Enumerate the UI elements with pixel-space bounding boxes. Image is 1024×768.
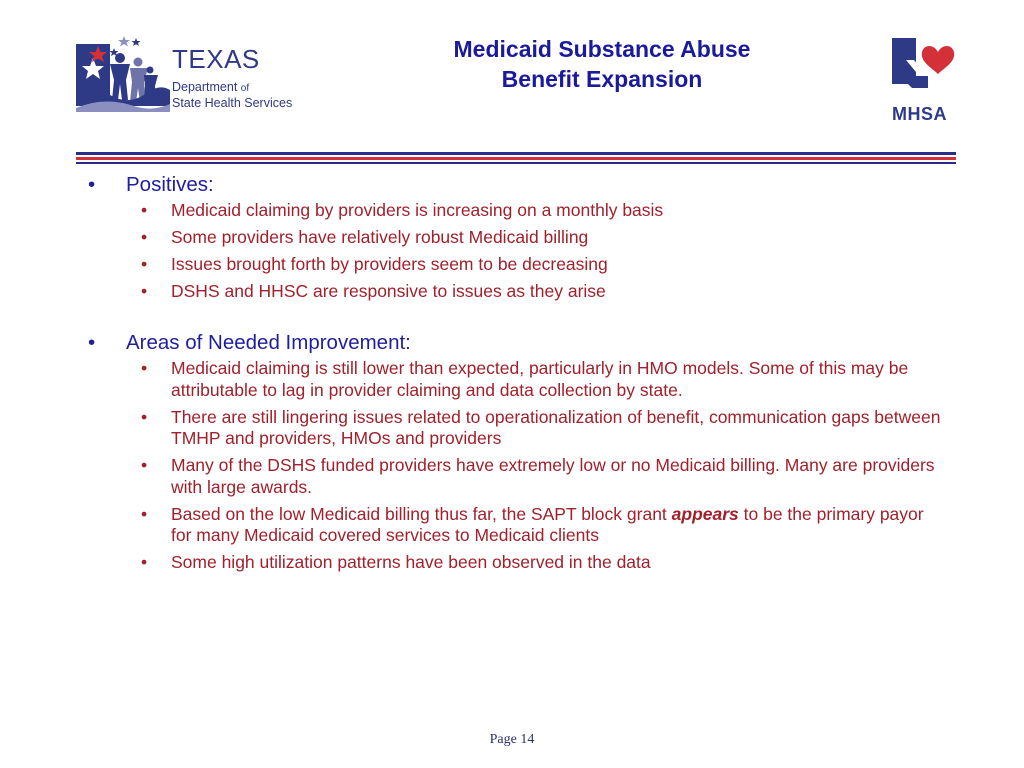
divider-line-blue-bottom	[76, 162, 956, 164]
list-item	[141, 406, 946, 450]
list-item	[141, 552, 946, 574]
bullet-icon: •	[88, 173, 96, 196]
list-item-text: Some providers have relatively robust Medicaid billing	[171, 227, 589, 247]
section-spacer	[0, 308, 1024, 330]
texas-dshs-figures-stars-icon	[74, 34, 172, 122]
positives-list	[0, 200, 1024, 303]
list-item-text: Some high utilization patterns have been observed in the data	[171, 552, 651, 572]
logo-texas-state-health: State Health Services	[172, 96, 293, 110]
slide-title	[360, 34, 844, 94]
bullet-icon: •	[141, 200, 148, 220]
mhsa-logo	[880, 36, 960, 128]
bullet-icon: •	[141, 358, 148, 378]
list-item-text: Many of the DSHS funded providers have extremely low or no Medicaid billing. Many are providers with large awards.	[171, 455, 935, 497]
slide-title-line2: Benefit Expansion	[501, 66, 703, 92]
mhsa-logo-text: MHSA	[892, 104, 947, 124]
section-heading-text: Areas of Needed Improvement:	[126, 331, 411, 354]
slide-title-line1: Medicaid Substance Abuse	[453, 36, 751, 62]
section-heading-improvement	[88, 330, 1024, 356]
divider-line-red	[76, 157, 956, 160]
list-item-text: Medicaid claiming by providers is increasing on a monthly basis	[171, 200, 664, 220]
divider-line-blue-top	[76, 152, 956, 155]
emphasis-appears: appears	[671, 503, 739, 524]
section-heading-positives	[88, 172, 1024, 198]
list-item-text: There are still lingering issues related to operationalization of benefit, communication gaps between TMHP and providers, HMOs and providers	[171, 406, 941, 448]
bullet-icon: •	[141, 406, 148, 427]
bullet-icon: •	[88, 331, 96, 354]
list-item	[141, 503, 946, 547]
list-item	[141, 254, 946, 276]
bullet-icon: •	[141, 254, 148, 274]
section-heading-text: Positives:	[126, 173, 214, 196]
mhsa-heart-icon	[880, 36, 960, 106]
list-item	[141, 358, 946, 401]
bullet-icon: •	[141, 455, 148, 475]
list-item	[141, 227, 946, 249]
list-item-text: Medicaid claiming is still lower than expected, particularly in HMO models. Some of this may be attributable to lag in provider claiming and data collection by state.	[171, 358, 909, 400]
list-item	[141, 281, 946, 303]
header-divider	[76, 152, 956, 168]
logo-texas-department: Department of	[172, 80, 250, 94]
list-item-text: Issues brought forth by providers seem to be decreasing	[171, 254, 608, 274]
page-number: Page 14	[489, 732, 535, 747]
bullet-icon: •	[141, 552, 148, 572]
bullet-icon: •	[141, 281, 148, 301]
texas-dshs-logo	[74, 34, 304, 122]
bullet-icon: •	[141, 227, 148, 247]
list-item-text: Based on the low Medicaid billing thus far, the SAPT block grant appears to be the primary payor for many Medicaid covered services to Medicaid clients	[171, 503, 924, 545]
list-item-text: DSHS and HHSC are responsive to issues as they arise	[171, 281, 606, 301]
bullet-icon: •	[141, 503, 148, 524]
list-item	[141, 455, 946, 498]
slide-body	[0, 172, 1024, 579]
list-item	[141, 200, 946, 222]
logo-texas-title: TEXAS	[172, 44, 260, 74]
improvement-list	[0, 358, 1024, 574]
